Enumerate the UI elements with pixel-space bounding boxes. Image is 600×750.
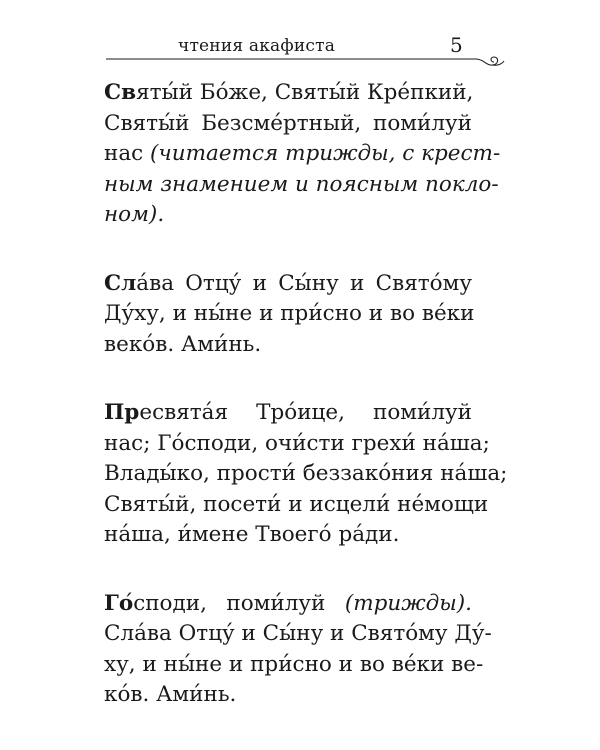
page-header — [106, 30, 506, 70]
text-line — [104, 139, 501, 170]
text-segment: нас; Го́споди, очи́сти грехи́ на́ша; — [104, 430, 490, 456]
text-segment: ко́в. Ами́нь. — [104, 682, 237, 707]
initial-letters: Го — [104, 590, 134, 616]
text-segment: яты́й Бо́же, Святы́й Кре́пкий, — [136, 80, 474, 105]
text-line — [104, 459, 508, 490]
prayer-text — [104, 78, 508, 749]
text-segment: ху, и ны́не и при́сно и во ве́ки ве- — [104, 651, 484, 677]
text-segment: Сла́ва Отцу́ и Сы́ну и Свято́му Ду́- — [104, 621, 492, 646]
text-line — [104, 170, 499, 201]
rubric-text: ном). — [104, 202, 165, 227]
initial-letters: Сл — [104, 270, 137, 296]
text-line — [104, 680, 472, 711]
rubric-text: (трижды). — [344, 590, 472, 616]
running-title: чтения акафиста — [178, 36, 336, 56]
ornamental-rule — [106, 54, 506, 70]
text-line — [104, 589, 472, 620]
text-line — [104, 109, 472, 140]
text-line — [104, 78, 472, 109]
rubric-text: (читается трижды, с крест- — [150, 141, 501, 166]
text-segment: есвята́я Тро́ице, поми́луй — [139, 400, 472, 425]
text-segment: Святы́й Безсме́ртный, поми́луй — [104, 110, 472, 136]
text-line — [104, 619, 492, 650]
paragraph — [104, 78, 501, 231]
text-segment: Влады́ко, прости́ беззако́ния на́ша; — [104, 461, 508, 486]
text-segment: нас — [104, 141, 151, 166]
text-segment: Ду́ху, и ны́не и при́сно и во ве́ки — [104, 301, 475, 326]
rubric-text: ным знамением и поясным покло- — [104, 171, 499, 197]
text-segment: ́споди, поми́луй — [133, 590, 345, 616]
initial-letters: Св — [104, 80, 137, 105]
text-line — [104, 429, 490, 460]
text-line — [104, 330, 472, 361]
text-line — [104, 490, 489, 521]
text-line — [104, 650, 484, 681]
paragraph — [104, 398, 508, 551]
text-line — [104, 200, 472, 231]
text-segment: веко́в. Ами́нь. — [104, 331, 262, 357]
paragraph — [104, 269, 475, 361]
text-line — [104, 398, 472, 429]
paragraph — [104, 589, 492, 711]
text-line — [104, 520, 472, 551]
text-line — [104, 299, 475, 330]
text-segment: Святы́й, посети́ и исцели́ не́мощи — [104, 491, 489, 517]
page-number: 5 — [450, 33, 463, 57]
text-line — [104, 269, 472, 300]
text-segment: на́ша, и́мене Твоего́ ра́ди. — [104, 522, 400, 547]
initial-letters: Пр — [104, 400, 140, 425]
text-segment: а́ва Отцу́ и Сы́ну и Свято́му — [136, 270, 472, 296]
